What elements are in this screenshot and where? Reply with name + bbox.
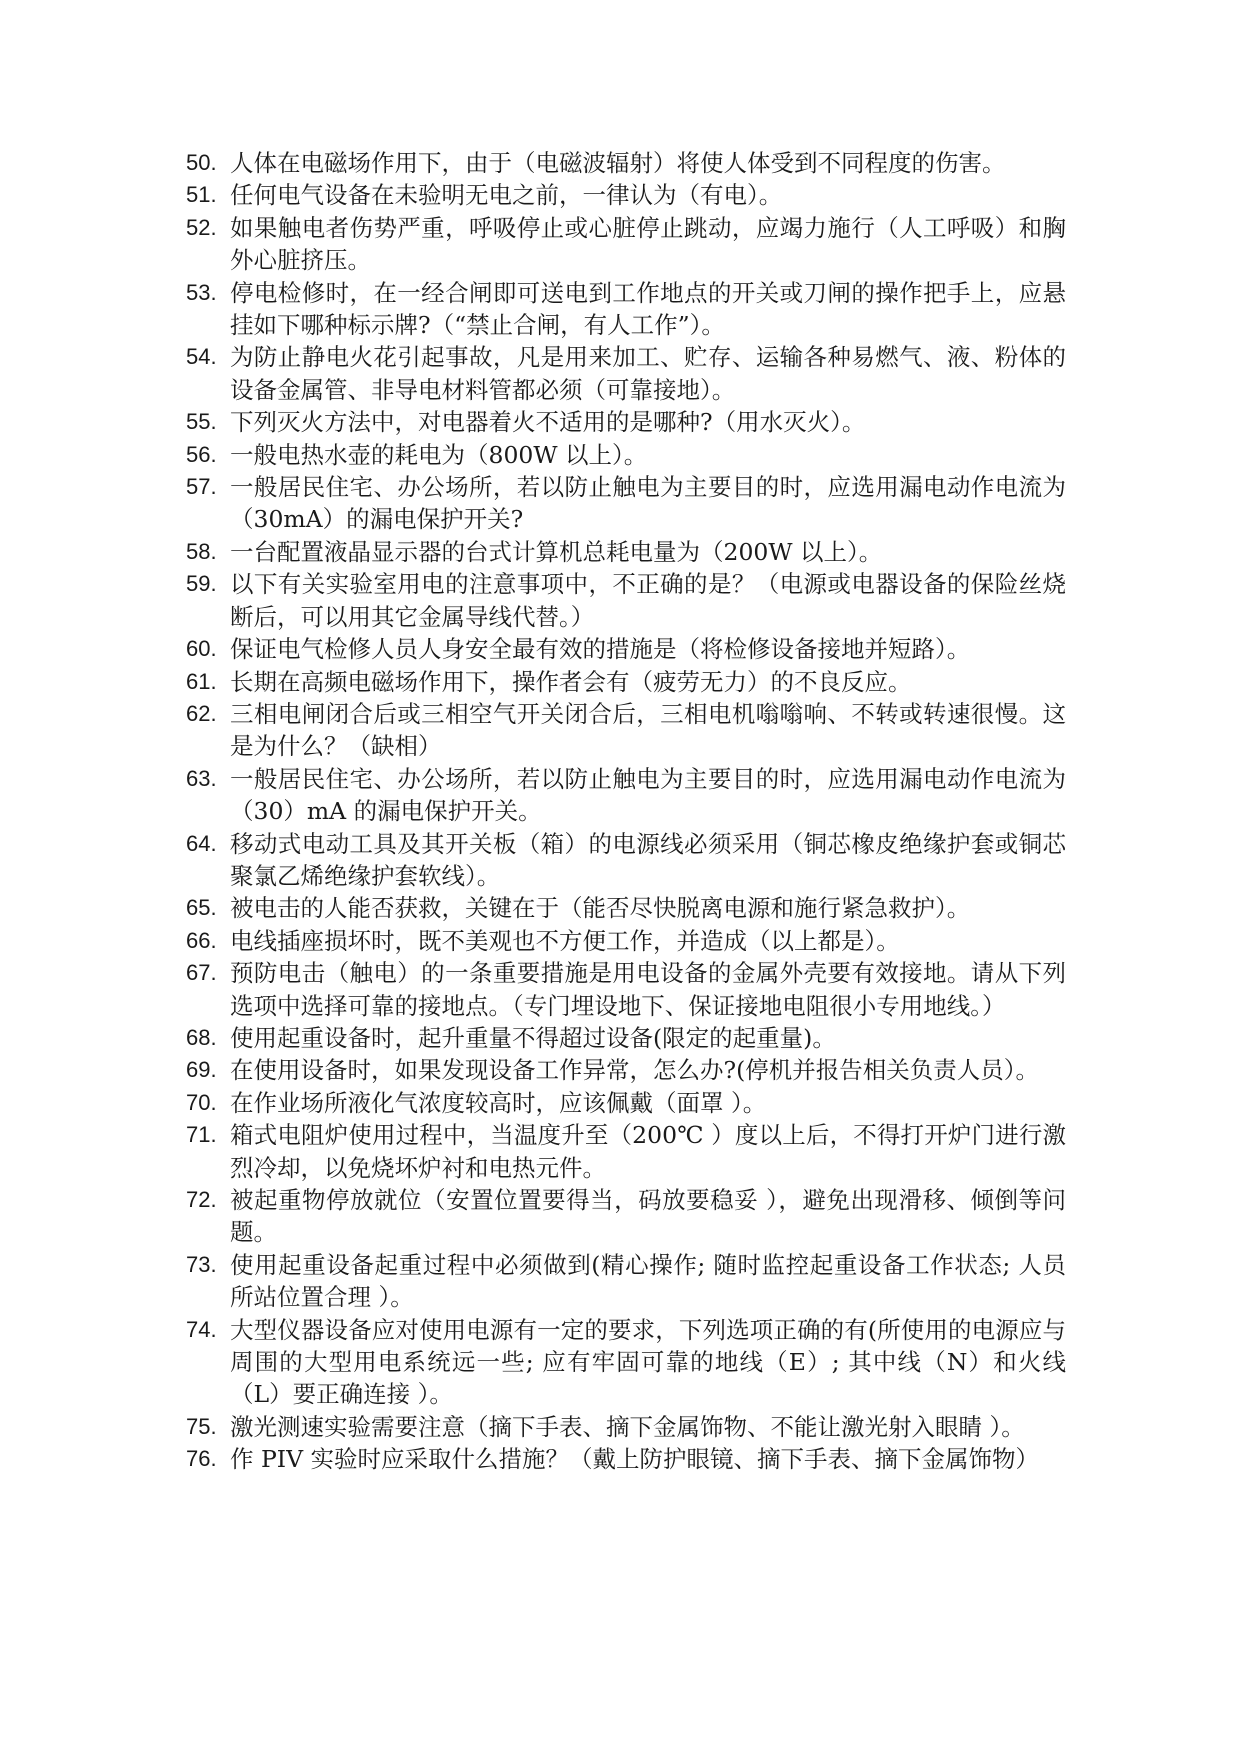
- item-number: 63.: [186, 765, 217, 791]
- list-item: [186, 341, 1066, 406]
- item-number: 67.: [186, 960, 217, 986]
- item-number: 61.: [186, 668, 217, 694]
- item-number: 74.: [186, 1316, 217, 1342]
- list-item: [186, 536, 1066, 568]
- item-text: 使用起重设备起重过程中必须做到(精心操作; 随时监控起重设备工作状态; 人员所站位置合理 ）。: [230, 1250, 1066, 1312]
- item-number: 64.: [186, 830, 217, 856]
- item-number: 52.: [186, 214, 217, 240]
- item-text: 在作业场所液化气浓度较高时，应该佩戴（面罩 ）。: [230, 1088, 767, 1117]
- list-item: [186, 1087, 1066, 1119]
- item-text: 激光测速实验需要注意（摘下手表、摘下金属饰物、不能让激光射入眼睛 ）。: [230, 1412, 1025, 1441]
- item-text: 任何电气设备在未验明无电之前，一律认为（有电）。: [230, 181, 783, 210]
- list-item: [186, 1411, 1066, 1443]
- item-text: 预防电击（触电）的一条重要措施是用电设备的金属外壳要有效接地。请从下列选项中选择可靠的接地点。（专门埋设地下、保证接地电阻很小专用地线。）: [230, 959, 1066, 1020]
- item-number: 75.: [186, 1413, 217, 1439]
- list-item: [186, 568, 1066, 633]
- list-item: [186, 406, 1066, 438]
- item-text: 在使用设备时，如果发现设备工作异常，怎么办?(停机并报告相关负责人员）。: [230, 1056, 1040, 1085]
- list-item: [186, 1314, 1066, 1411]
- item-number: 60.: [186, 636, 217, 662]
- item-text: 被起重物停放就位（安置位置要得当，码放要稳妥 ），避免出现滑移、倾倒等问题。: [230, 1186, 1066, 1247]
- question-list: [186, 147, 1066, 1476]
- item-text: 一般电热水壶的耗电为（800W 以上）。: [230, 440, 648, 469]
- list-item: [186, 1022, 1066, 1054]
- item-text: 移动式电动工具及其开关板（箱）的电源线必须采用（铜芯橡皮绝缘护套或铜芯聚氯乙烯绝缘护套软线）。: [230, 829, 1066, 890]
- list-item: [186, 828, 1066, 893]
- list-item: [186, 666, 1066, 698]
- item-number: 55.: [186, 409, 217, 435]
- item-text: 箱式电阻炉使用过程中，当温度升至（200℃ ）度以上后，不得打开炉门进行激烈冷却，以免烧坏炉衬和电热元件。: [230, 1121, 1066, 1182]
- item-text: 大型仪器设备应对使用电源有一定的要求，下列选项正确的有(所使用的电源应与周围的大型用电系统远一些; 应有牢固可靠的地线（E）; 其中线（N）和火线（L）要正确连接 ）。: [230, 1315, 1066, 1409]
- item-number: 73.: [186, 1251, 217, 1277]
- list-item: [186, 179, 1066, 211]
- item-number: 65.: [186, 895, 217, 921]
- list-item: [186, 212, 1066, 277]
- list-item: [186, 698, 1066, 763]
- item-number: 66.: [186, 927, 217, 953]
- list-item: [186, 439, 1066, 471]
- item-text: 三相电闸闭合后或三相空气开关闭合后，三相电机嗡嗡响、不转或转速很慢。这是为什么？（缺相）: [230, 699, 1066, 761]
- item-number: 70.: [186, 1089, 217, 1115]
- item-number: 76.: [186, 1446, 217, 1472]
- list-item: [186, 763, 1066, 828]
- list-item: [186, 892, 1066, 924]
- list-item: [186, 957, 1066, 1022]
- item-number: 71.: [186, 1122, 217, 1148]
- item-text: 停电检修时，在一经合闸即可送电到工作地点的开关或刀闸的操作把手上，应悬挂如下哪种标示牌?（“禁止合闸，有人工作”）。: [230, 278, 1066, 340]
- list-item: [186, 633, 1066, 665]
- item-number: 50.: [186, 150, 217, 175]
- item-text: 以下有关实验室用电的注意事项中，不正确的是？（电源或电器设备的保险丝烧断后，可以用其它金属导线代替。）: [230, 570, 1066, 631]
- list-item: [186, 1119, 1066, 1184]
- item-number: 57.: [186, 474, 217, 500]
- item-number: 56.: [186, 441, 217, 467]
- item-text: 电线插座损坏时，既不美观也不方便工作，并造成（以上都是）。: [230, 926, 900, 955]
- item-text: 长期在高频电磁场作用下，操作者会有（疲劳无力）的不良反应。: [230, 667, 912, 696]
- item-text: 为防止静电火花引起事故，凡是用来加工、贮存、运输各种易燃气、液、粉体的设备金属管、非导电材料管都必须（可靠接地）。: [230, 343, 1066, 404]
- item-text: 作 PIV 实验时应采取什么措施？（戴上防护眼镜、摘下手表、摘下金属饰物）: [230, 1445, 1040, 1474]
- item-text: 下列灭火方法中，对电器着火不适用的是哪种?（用水灭火）。: [230, 408, 866, 437]
- item-number: 58.: [186, 538, 217, 564]
- item-text: 一般居民住宅、办公场所，若以防止触电为主要目的时，应选用漏电动作电流为（30mA）的漏电保护开关?: [230, 473, 1066, 534]
- item-text: 保证电气检修人员人身安全最有效的措施是（将检修设备接地并短路）。: [230, 635, 971, 664]
- list-item: [186, 925, 1066, 957]
- item-number: 59.: [186, 571, 217, 597]
- item-text: 如果触电者伤势严重，呼吸停止或心脏停止跳动，应竭力施行（人工呼吸）和胸外心脏挤压。: [230, 213, 1066, 275]
- item-number: 72.: [186, 1187, 217, 1212]
- item-number: 69.: [186, 1057, 217, 1083]
- item-text: 使用起重设备时，起升重量不得超过设备(限定的起重量)。: [230, 1023, 836, 1052]
- list-item: [186, 147, 1066, 179]
- item-number: 62.: [186, 700, 217, 726]
- list-item: [186, 1443, 1066, 1475]
- item-text: 一般居民住宅、办公场所，若以防止触电为主要目的时，应选用漏电动作电流为（30）mA 的漏电保护开关。: [230, 764, 1066, 826]
- item-text: 人体在电磁场作用下，由于（电磁波辐射）将使人体受到不同程度的伤害。: [230, 149, 1006, 177]
- item-number: 54.: [186, 344, 217, 370]
- list-item: [186, 471, 1066, 536]
- list-item: [186, 1054, 1066, 1086]
- list-item: [186, 277, 1066, 342]
- list-item: [186, 1184, 1066, 1249]
- item-number: 68.: [186, 1024, 217, 1050]
- item-text: 一台配置液晶显示器的台式计算机总耗电量为（200W 以上）。: [230, 537, 883, 566]
- item-text: 被电击的人能否获救，关键在于（能否尽快脱离电源和施行紧急救护）。: [230, 894, 971, 923]
- item-number: 53.: [186, 279, 217, 305]
- item-number: 51.: [186, 182, 217, 208]
- list-item: [186, 1249, 1066, 1314]
